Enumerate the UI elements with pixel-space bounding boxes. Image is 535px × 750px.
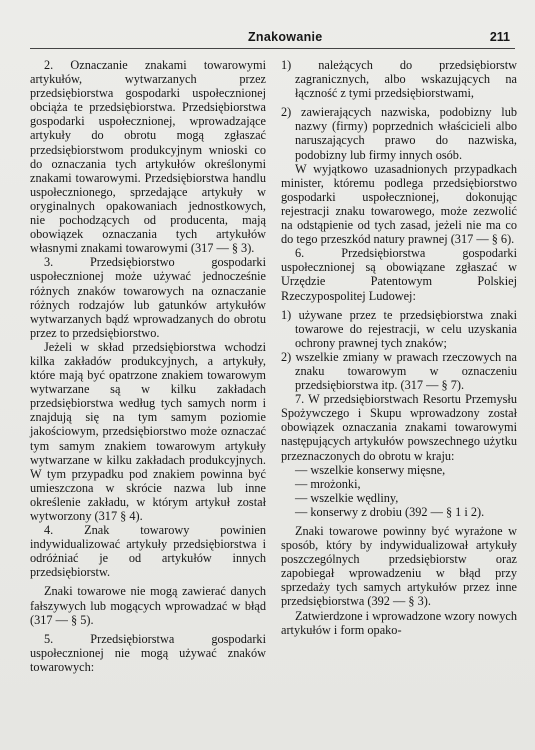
paragraph: 3. Przedsiębiorstwo gospodarki uspołecznionej może używać jednocześnie różnych znaków towarowych na oznaczanie różnych rodzajów lub gatunków artykułów wytwarzanych bądź wprowadzanych do obrotu przez to przedsiębiorstwo. [30, 255, 266, 340]
paragraph: 2. Oznaczanie znakami towarowymi artykułów, wytwarzanych przez przedsiębiorstwa gospodarki uspołecznionej obciąża te przedsiębiorstwa. Przedsiębiorstwa gospodarki uspołecznionej, wprowadzające artykuły do obrotu mogą zgłaszać przedsiębiorstwom produkcyjnym wnioski co do oznaczania tych artykułów określonymi znakami towarowymi. Przedsiębiorstwa handlu uspołecznionego, sprzedające artykuły w oryginalnych opakowaniach jednostkowych, nie pochodzących od producenta, mają obowiązek oznaczania tych artykułów własnymi znakami towarowymi (317 — § 3). [30, 58, 266, 256]
running-title: Znakowanie [248, 30, 323, 44]
page-number: 211 [489, 30, 510, 44]
list-item: 1) należących do przedsiębiorstw zagranicznych, albo wskazujących na łączność z tymi przedsiębiorstwami, [281, 58, 517, 101]
paragraph: Zatwierdzone i wprowadzone wzory nowych artykułów i form opako- [281, 608, 517, 637]
right-column [281, 58, 517, 674]
two-column-body [30, 58, 517, 674]
list-item: — konserwy z drobiu (392 — § 1 i 2). [295, 504, 485, 519]
paragraph: 6. Przedsiębiorstwa gospodarki uspołecznionej są obowiązane zgłaszać w Urzędzie Patentowym Polskiej Rzeczypospolitej Ludowej: [281, 246, 517, 303]
left-column [30, 58, 266, 674]
list-item: — wszelkie konserwy mięsne, [295, 462, 446, 477]
list-item: 1) używane przez te przedsiębiorstwa znaki towarowe do rejestracji, w celu uzyskania ochrony prawnej tych znaków; [281, 307, 517, 350]
paragraph: 7. W przedsiębiorstwach Resortu Przemysłu Spożywczego i Skupu wprowadzony został obowiązek oznaczania znakami towarowymi następujących artykułów powszechnego użytku przeznaczonych do obrotu w kraju: [281, 392, 517, 463]
header-rule [30, 48, 515, 49]
list-item: 2) zawierających nazwiska, podobizny lub nazwy (firmy) poprzednich właścicieli albo naruszających prawo do nazwiska, podobizny lub firmy innych osób. [281, 105, 517, 162]
running-header [30, 30, 515, 46]
paragraph: 5. Przedsiębiorstwa gospodarki uspołecznionej nie mogą używać znaków towarowych: [30, 631, 266, 674]
list-item: — wszelkie wędliny, [295, 490, 399, 505]
paragraph: Znaki towarowe nie mogą zawierać danych fałszywych lub mogących wprowadzać w błąd (317 — § 5). [30, 584, 266, 627]
paragraph: Znaki towarowe powinny być wyrażone w sposób, który by indywidualizował artykuły poszczególnych przedsiębiorstw oraz zapobiegał wprowadzeniu w błąd przy sprzedaży tych samych artykułów przez inne przedsiębiorstwa (392 — § 3). [281, 524, 517, 609]
paragraph: Jeżeli w skład przedsiębiorstwa wchodzi kilka zakładów produkcyjnych, a artykuły, które mają być opatrzone znakiem towarowym wytwarzane są w kilku zakładach przedsiębiorstwa według tych samych norm i znajdują się na tym samym poziomie jakościowym, przedsiębiorstwo może oznaczać tym samym znakiem towarowym artykuły wytwarzane w kilku zakładach produkcyjnych. W tym przypadku pod znakiem powinna być umieszczona w skrócie nazwa lub inne określenie zakładu, w którym artykuł został wytworzony (317 § 4). [30, 339, 266, 523]
paragraph: W wyjątkowo uzasadnionych przypadkach minister, któremu podlega przedsiębiorstwo gospodarki uspołecznionej, dokonując rejestracji znaku towarowego, może zezwolić na odstąpienie od tych zasad, jeżeli nie ma co do tego przeszkód natury prawnej (317 — § 6). [281, 161, 517, 247]
list-item: 2) wszelkie zmiany w prawach rzeczowych na znaku towarowym w oznaczeniu przedsiębiorstwa itp. (317 — § 7). [281, 349, 517, 393]
paragraph: 4. Znak towarowy powinien indywidualizować artykuły przedsiębiorstwa i odróżniać je od artykułów innych przedsiębiorstw. [30, 523, 266, 580]
list-item: — mrożonki, [295, 476, 361, 491]
